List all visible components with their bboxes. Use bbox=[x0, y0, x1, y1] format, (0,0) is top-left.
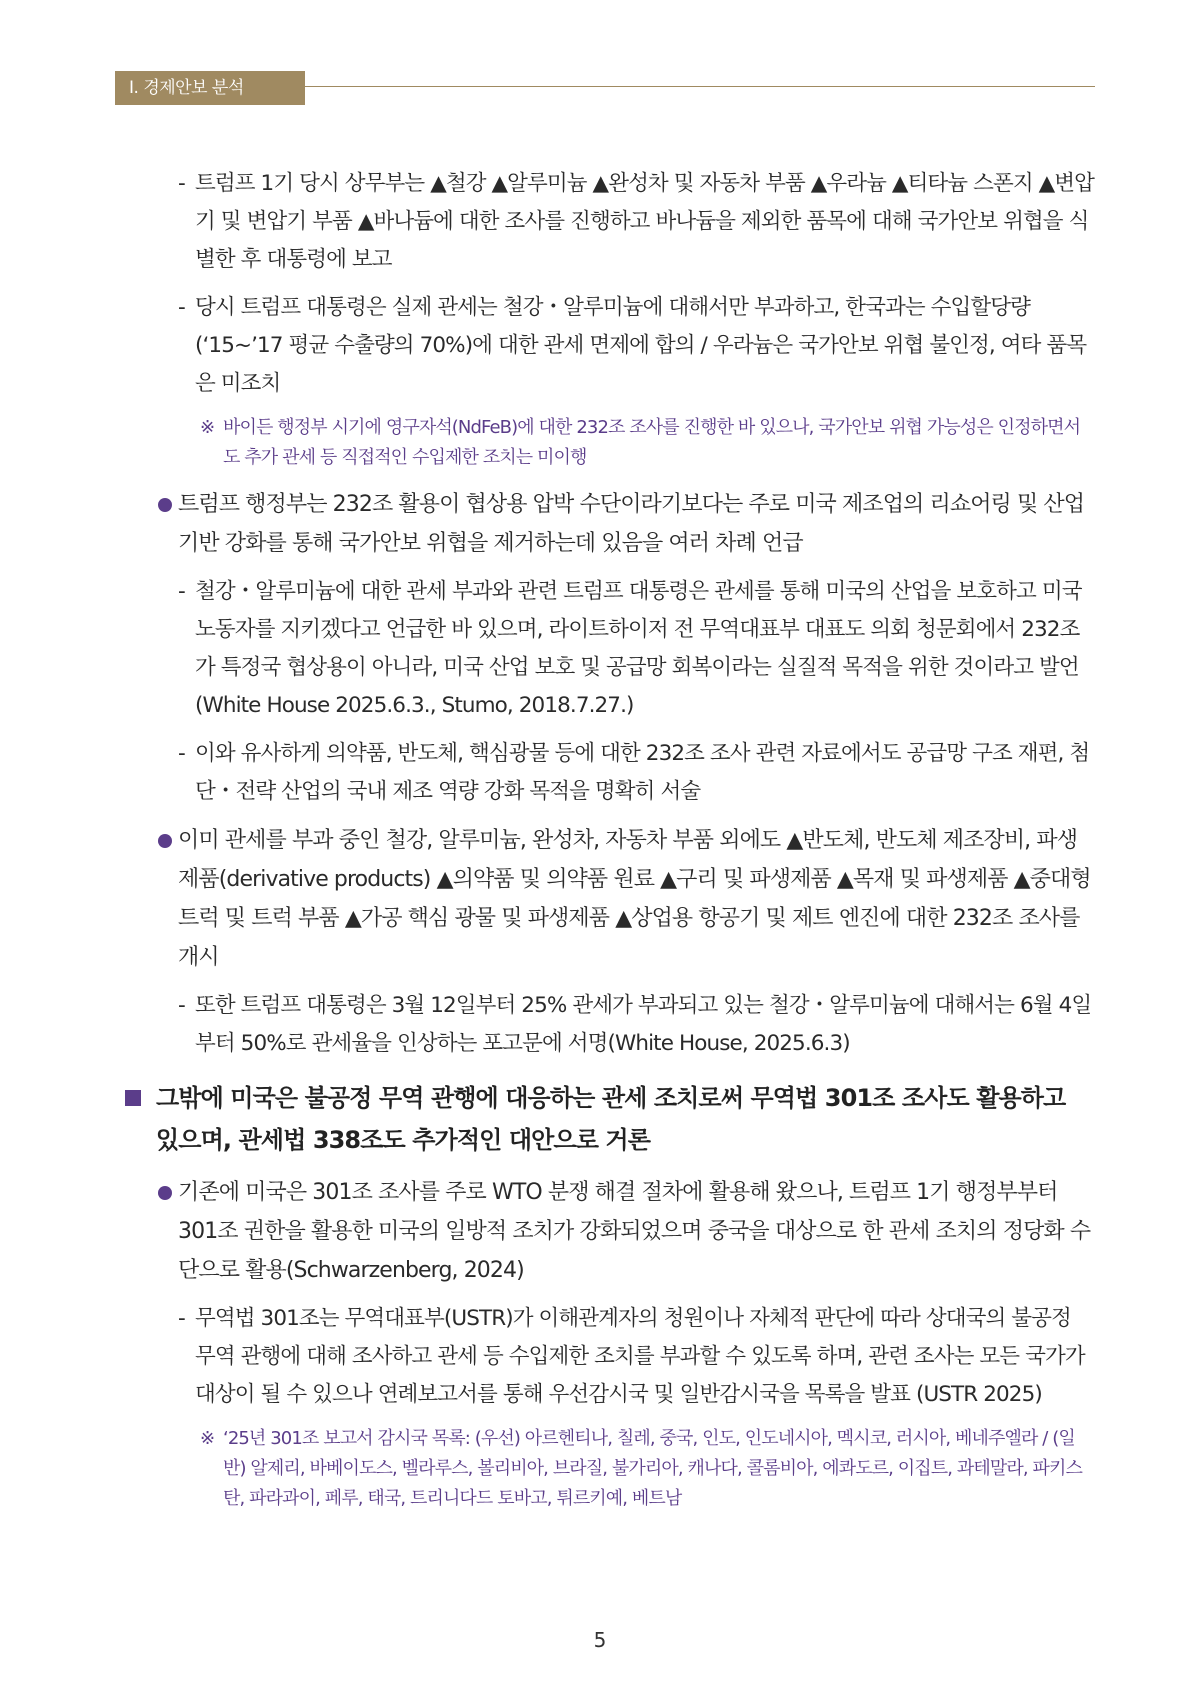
dash-item bbox=[120, 735, 1095, 811]
section-heading-text: 그밖에 미국은 불공정 무역 관행에 대응하는 관세 조치로써 무역법 301조 조사도 활용하고 있으며, 관세법 338조도 추가적인 대안으로 거론 bbox=[156, 1084, 1066, 1154]
page-number: 5 bbox=[593, 1628, 607, 1652]
circle-bullet-icon bbox=[158, 498, 172, 512]
dash-item bbox=[120, 289, 1095, 403]
bullet-item-text: 트럼프 행정부는 232조 활용이 협상용 압박 수단이라기보다는 주로 미국 제조업의 리쇼어링 및 산업 기반 강화를 통해 국가안보 위협을 제거하는데 있음을 여러 차례 언급 bbox=[178, 492, 1085, 556]
dash-item-text: 또한 트럼프 대통령은 3월 12일부터 25% 관세가 부과되고 있는 철강・알루미늄에 대해서는 6월 4일부터 50%로 관세율을 인상하는 포고문에 서명(White House, 2025.6.3) bbox=[195, 993, 1092, 1056]
note-text: 바이든 행정부 시기에 영구자석(NdFeB)에 대한 232조 조사를 진행한 바 있으나, 국가안보 위협 가능성은 인정하면서도 추가 관세 등 직접적인 수입제한 조치는 미이행 bbox=[223, 417, 1081, 468]
section-tab: Ⅰ. 경제안보 분석 bbox=[115, 71, 305, 105]
dash-marker: - bbox=[178, 741, 185, 766]
dash-marker: - bbox=[178, 171, 185, 196]
reference-note bbox=[120, 1424, 1095, 1514]
circle-bullet-icon bbox=[158, 834, 172, 848]
section-heading bbox=[120, 1077, 1095, 1161]
dash-marker: - bbox=[178, 1306, 185, 1331]
dash-item bbox=[120, 1300, 1095, 1414]
dash-item-text: 이와 유사하게 의약품, 반도체, 핵심광물 등에 대한 232조 조사 관련 자료에서도 공급망 구조 재편, 첨단・전략 산업의 국내 제조 역량 강화 목적을 명확히 서술 bbox=[195, 741, 1090, 804]
dash-item-text: 트럼프 1기 당시 상무부는 ▲철강 ▲알루미늄 ▲완성차 및 자동차 부품 ▲우라늄 ▲티타늄 스폰지 ▲변압기 및 변압기 부품 ▲바나듐에 대한 조사를 진행하고 바나듐을 제외한 품목에 대해 국가안보 위협을 식별한 후 대통령에 보고 bbox=[195, 171, 1095, 272]
dash-item-text: 철강・알루미늄에 대한 관세 부과와 관련 트럼프 대통령은 관세를 통해 미국의 산업을 보호하고 미국 노동자를 지키겠다고 언급한 바 있으며, 라이트하이저 전 무역대표부 대표도 의회 청문회에서 232조가 특정국 협상용이 아니라, 미국 산업 보호 및 공급망 회복이라는 실질적 목적을 위한 것이라고 발언(White House 2025.6.3., Stumo, 2018.7.27.) bbox=[195, 579, 1082, 718]
reference-mark-icon: ※ bbox=[200, 1428, 215, 1449]
bullet-item bbox=[120, 485, 1095, 563]
dash-marker: - bbox=[178, 295, 185, 320]
circle-bullet-icon bbox=[158, 1186, 172, 1200]
bullet-item-text: 기존에 미국은 301조 조사를 주로 WTO 분쟁 해결 절차에 활용해 왔으나, 트럼프 1기 행정부부터 301조 권한을 활용한 미국의 일방적 조치가 강화되었으며 중국을 대상으로 한 관세 조치의 정당화 수단으로 활용(Schwarzenberg, 2024) bbox=[178, 1180, 1091, 1283]
dash-marker: - bbox=[178, 993, 185, 1018]
dash-marker: - bbox=[178, 579, 185, 604]
reference-note bbox=[120, 413, 1095, 473]
dash-item bbox=[120, 165, 1095, 279]
dash-item-text: 무역법 301조는 무역대표부(USTR)가 이해관계자의 청원이나 자체적 판단에 따라 상대국의 불공정 무역 관행에 대해 조사하고 관세 등 수입제한 조치를 부과할 수 있도록 하며, 관련 조사는 모든 국가가 대상이 될 수 있으나 연례보고서를 통해 우선감시국 및 일반감시국을 목록을 발표 (USTR 2025) bbox=[195, 1306, 1085, 1407]
document-body bbox=[120, 165, 1095, 1526]
bullet-item bbox=[120, 821, 1095, 977]
header-rule bbox=[305, 86, 1095, 87]
reference-mark-icon: ※ bbox=[200, 417, 215, 438]
dash-item bbox=[120, 573, 1095, 725]
dash-item-text: 당시 트럼프 대통령은 실제 관세는 철강・알루미늄에 대해서만 부과하고, 한국과는 수입할당량 (‘15~’17 평균 수출량의 70%)에 대한 관세 면제에 합의 / 우라늄은 국가안보 위협 불인정, 여타 품목은 미조치 bbox=[195, 295, 1087, 396]
dash-item bbox=[120, 987, 1095, 1063]
note-text: ‘25년 301조 보고서 감시국 목록: (우선) 아르헨티나, 칠레, 중국, 인도, 인도네시아, 멕시코, 러시아, 베네주엘라 / (일반) 알제리, 바베이도스, 벨라루스, 볼리비아, 브라질, 불가리아, 캐나다, 콜롬비아, 에콰도르, 이집트, 과테말라, 파키스탄, 파라과이, 페루, 태국, 트리니다드 토바고, 튀르키예, 베트남 bbox=[223, 1428, 1082, 1509]
square-bullet-icon bbox=[125, 1090, 141, 1106]
bullet-item-text: 이미 관세를 부과 중인 철강, 알루미늄, 완성차, 자동차 부품 외에도 ▲반도체, 반도체 제조장비, 파생제품(derivative products) ▲의약품 및 의약품 원료 ▲구리 및 파생제품 ▲목재 및 파생제품 ▲중대형 트럭 및 트럭 부품 ▲가공 핵심 광물 및 파생제품 ▲상업용 항공기 및 제트 엔진에 대한 232조 조사를 개시 bbox=[178, 828, 1091, 970]
bullet-item bbox=[120, 1173, 1095, 1290]
